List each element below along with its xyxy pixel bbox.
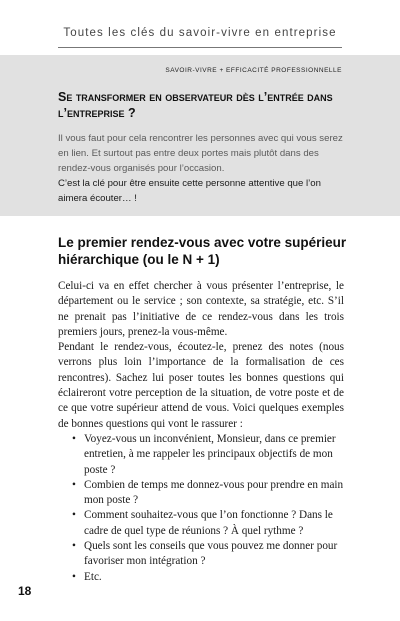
question-list (58, 432, 344, 585)
body-text (58, 279, 344, 585)
bullet-icon: • (72, 478, 76, 491)
list-item (58, 478, 344, 509)
box-paragraph-1: Il vous faut pour cela rencontrer les personnes avec qui vous serez en lien. Et surtout pas entre deux portes mais plutôt dans des rendez-vous organisés pour l’occasion. (58, 133, 343, 174)
list-item-text: Etc. (84, 570, 102, 583)
bullet-icon: • (72, 540, 76, 553)
list-item (58, 432, 344, 478)
running-title: Toutes les clés du savoir-vivre en entreprise (63, 27, 337, 39)
list-item (58, 539, 344, 570)
box-tag: SAVOIR-VIVRE + EFFICACITÉ PROFESSIONNELLE (165, 67, 342, 74)
box-heading: Se transformer en observateur dès l’entrée dans l’entreprise ? (58, 90, 333, 120)
list-item (58, 570, 344, 585)
body-paragraph-2: Pendant le rendez-vous, écoutez-le, prenez des notes (nous verrons plus loin l’importance de la formalisation de ces rencontres). Sachez lui poser toutes les bonnes questions qui éclaireront votre perception de la situation, de votre poste et de ce que votre supérieur attend de vous. Voici quelques exemples de bonnes questions qui vont le rassurer : (58, 341, 344, 430)
bullet-icon: • (72, 570, 76, 583)
list-item-text: Comment souhaitez-vous que l’on fonctionne ? Dans le cadre de quel type de réunions ? À quel rythme ? (84, 509, 333, 537)
bullet-icon: • (72, 432, 76, 445)
body-paragraph-1: Celui-ci va en effet chercher à vous présenter l’entreprise, le département ou le service ; son contexte, sa stratégie, etc. S’il ne prenait pas l’initiative de ce rendez-vous dans les trois premiers jours, prenez-la vous-même. (58, 280, 344, 338)
list-item-text: Quels sont les conseils que vous pouvez me donner pour favoriser mon intégration ? (84, 540, 338, 568)
list-item-text: Voyez-vous un inconvénient, Monsieur, dans ce premier entretien, à me rappeler les principaux objectifs de mon poste ? (84, 432, 336, 476)
page-number: 18 (18, 584, 32, 598)
section-heading: Le premier rendez-vous avec votre supérieur hiérarchique (ou le N + 1) (58, 235, 347, 267)
bullet-icon: • (72, 509, 76, 522)
box-paragraph-2: C’est la clé pour être ensuite cette personne attentive que l’on aimera écouter… ! (58, 178, 321, 204)
list-item (58, 508, 344, 539)
list-item-text: Combien de temps me donnez-vous pour prendre en main mon poste ? (84, 478, 344, 507)
header-rule (58, 47, 342, 48)
